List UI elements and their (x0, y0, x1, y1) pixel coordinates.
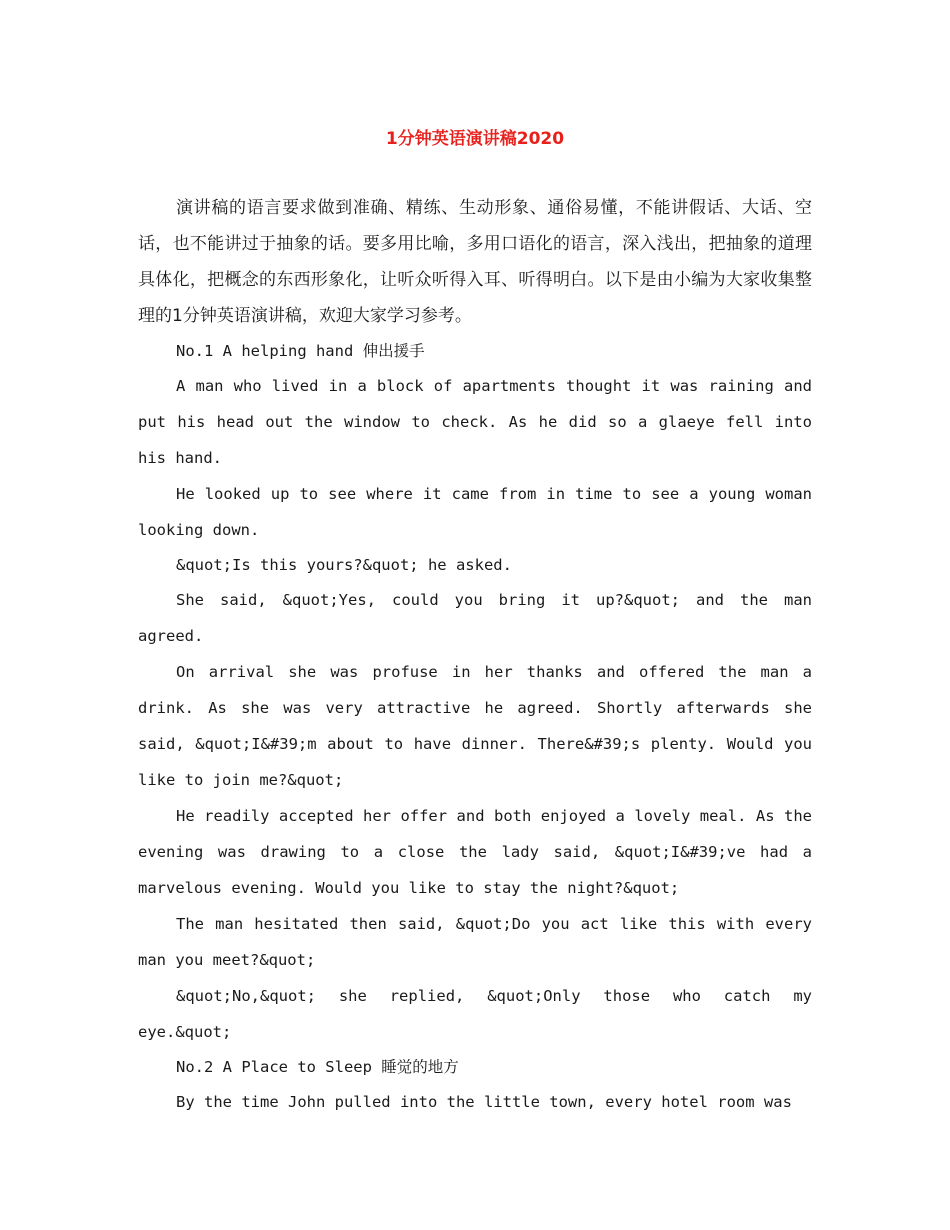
story-paragraph: He readily accepted her offer and both enjoyed a lovely meal. As the evening was drawing to a close the lady said, &quot;I&#39;ve had a marvelous evening. Would you like to stay the night?&quot; (138, 807, 812, 897)
story-paragraph: He looked up to see where it came from in time to see a young woman looking down. (138, 485, 812, 539)
story-paragraph: On arrival she was profuse in her thanks and offered the man a drink. As she was very attractive he agreed. Shortly afterwards she said, &quot;I&#39;m about to have dinner. There&#39;s plenty. Would you like to join me?&quot; (138, 663, 812, 789)
intro-paragraph: 演讲稿的语言要求做到准确、精练、生动形象、通俗易懂，不能讲假话、大话、空话，也不能讲过于抽象的话。要多用比喻，多用口语化的语言，深入浅出，把抽象的道理具体化，把概念的东西形象化，让听众听得入耳、听得明白。以下是由小编为大家收集整理的1分钟英语演讲稿，欢迎大家学习参考。 (138, 198, 812, 326)
story-paragraph: &quot;No,&quot; she replied, &quot;Only those who catch my eye.&quot; (138, 987, 812, 1041)
document-title: 1分钟英语演讲稿2020 (385, 129, 565, 149)
story-paragraph: She said, &quot;Yes, could you bring it up?&quot; and the man agreed. (138, 591, 812, 645)
story-paragraph: A man who lived in a block of apartments thought it was raining and put his head out the window to check. As he did so a glaeye fell into his hand. (138, 377, 812, 467)
story-paragraph: By the time John pulled into the little town, every hotel room was (176, 1093, 792, 1111)
section-heading-1: No.1 A helping hand 伸出援手 (176, 342, 425, 360)
document-body (138, 190, 812, 1120)
section-heading-2: No.2 A Place to Sleep 睡觉的地方 (176, 1058, 459, 1076)
story-paragraph: &quot;Is this yours?&quot; he asked. (176, 556, 512, 574)
story-paragraph: The man hesitated then said, &quot;Do you act like this with every man you meet?&quot; (138, 915, 812, 969)
